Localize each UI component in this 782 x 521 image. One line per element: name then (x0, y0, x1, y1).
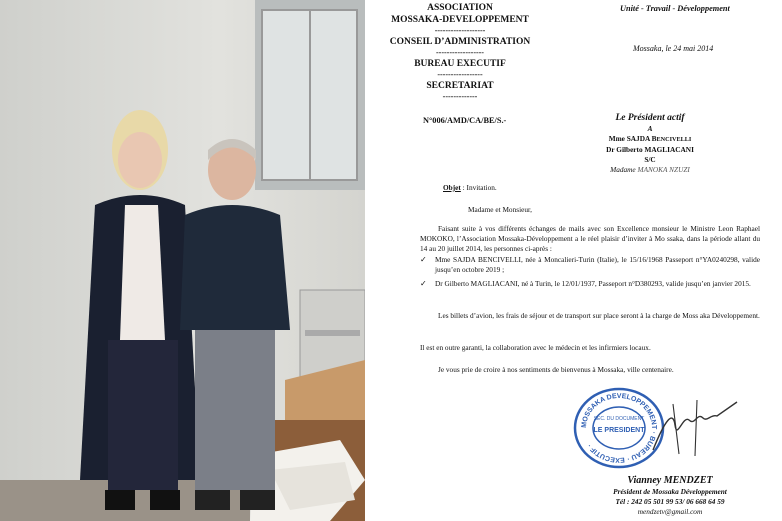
separator: ----------------- (437, 70, 483, 79)
bullet-guest-1: ✓ Mme SAJDA BENCIVELLI, née à Moncalieri-Turin (Italie), le 15/16/1968 Passeport n°YA0240298, valide jusqu’en octobre 2019 ; (435, 255, 760, 275)
secretariat-line: SECRETARIAT (426, 81, 494, 91)
photo-illustration (0, 0, 365, 521)
paragraph-guarantee: Il est en outre garanti, la collaboration avec le médecin et les infirmiers locaux. (420, 343, 651, 352)
bullet-guest-2: ✓ Dr Gilberto MAGLIACANI, né à Turin, le 12/01/1937, Passeport n°D380293, valide jusqu’en janvier 2015. (435, 279, 760, 289)
date-place: Mossaka, le 24 mai 2014 (633, 44, 714, 53)
recipient1-prefix: Mme SAJDA B (608, 134, 657, 143)
separator: ------------------- (434, 26, 486, 35)
sender-title: Le Président actif (615, 113, 685, 123)
signatory-role: Président de Mossaka Développement (613, 487, 727, 496)
madame-prefix: Madame (610, 165, 638, 174)
sc-line: S/C (644, 155, 656, 164)
invitation-letter (365, 0, 782, 521)
madame-name: MANOKA NZUZI (637, 165, 690, 174)
org-line2: MOSSAKA-DEVELOPPEMENT (391, 15, 529, 25)
signatory-name: Vianney MENDZET (627, 475, 713, 486)
org-line1: ASSOCIATION (427, 3, 493, 13)
paragraph-intro: Faisant suite à vos différents échanges de mails avec son Excellence monsieur le Ministre Leon Raphael MOKOKO, l’Association Mossaka-Développement a le réel plaisir d’inviter à Mo ssaka, dans la période allant du 14 au 20 juillet 2014, les personnes ci-après : (420, 224, 760, 253)
objet-value: : Invitation. (460, 183, 497, 192)
handwritten-signature (645, 390, 745, 460)
signatory-block (570, 475, 770, 517)
letterhead (385, 2, 535, 102)
stamp-ring-text: MOSSAKA DEVELOPPEMENT · BUREAU · EXECUTIF · (580, 392, 658, 464)
salutation: Madame et Monsieur, (468, 205, 532, 214)
separator: ------------- (442, 92, 478, 101)
recipient-block (585, 112, 715, 175)
stamp-inner-line1: SEC. DU DOCUMENT (593, 416, 645, 422)
signatory-phones: Tél : 242 05 501 99 53/ 06 668 64 59 (615, 497, 725, 506)
motto: Unité - Travail - Développement (620, 4, 730, 13)
paragraph-costs: Les billets d’avion, les frais de séjour et de transport sur place seront à la charge de Moss aka Développement. (438, 311, 760, 320)
stamp-inner-line2: LE PRESIDENT (593, 427, 645, 434)
signatory-email: mendzetv@gmail.com (637, 507, 703, 516)
photo (0, 0, 365, 521)
bureau-line: BUREAU EXECUTIF (414, 59, 506, 69)
board-line: CONSEIL D’ADMINISTRATION (389, 37, 531, 47)
reference-number: N°006/AMD/CA/BE/S.- (423, 116, 507, 125)
recipient2: Dr Gilberto MAGLIACANI (606, 145, 694, 154)
objet-label: Objet (443, 183, 461, 192)
objet-line (443, 183, 497, 193)
separator: ------------------ (436, 48, 484, 57)
paragraph-closing: Je vous prie de croire à nos sentiments de bienvenus à Mossaka, ville centenaire. (438, 365, 674, 374)
to-line: A (647, 124, 653, 133)
recipient1-rest: ENCIVELLI (656, 136, 692, 143)
